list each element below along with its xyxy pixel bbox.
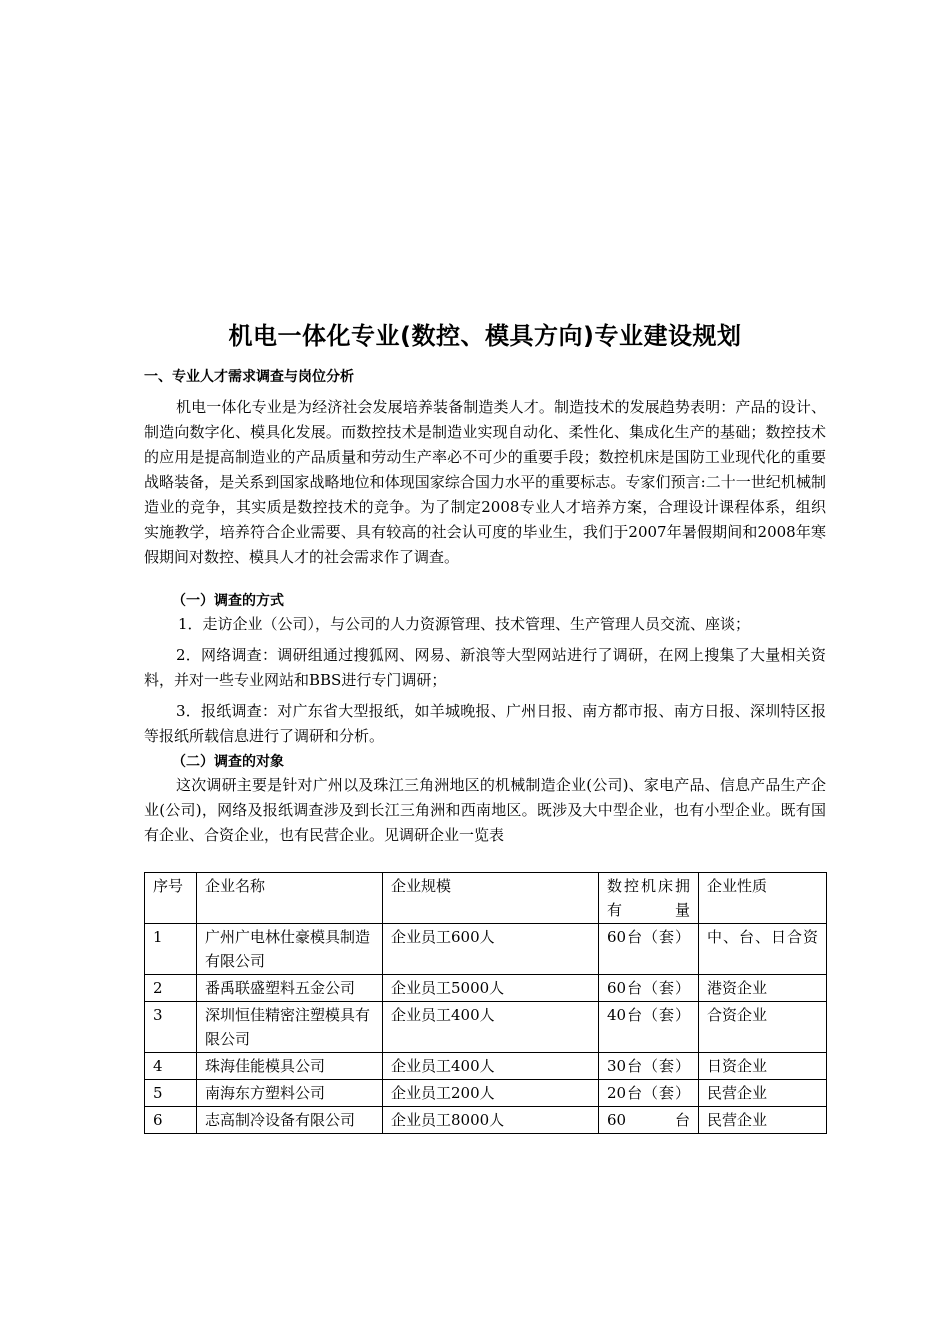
cell-no: 1 xyxy=(145,924,197,975)
cell-scale: 企业员工5000人 xyxy=(383,975,599,1002)
cell-machines: 60台 xyxy=(599,1107,699,1134)
table-row xyxy=(145,975,827,1002)
cell-machines: 30台（套） xyxy=(599,1053,699,1080)
cell-name: 志高制冷设备有限公司 xyxy=(197,1107,383,1134)
objects-paragraph: 这次调研主要是针对广州以及珠江三角洲地区的机械制造企业(公司)、家电产品、信息产品生产企业(公司)，网络及报纸调查涉及到长江三角洲和西南地区。既涉及大中型企业，也有小型企业。既有国有企业、合资企业，也有民营企业。见调研企业一览表 xyxy=(144,776,826,844)
header-no: 序号 xyxy=(145,873,197,924)
cell-machines: 60台（套） xyxy=(599,924,699,975)
header-scale: 企业规模 xyxy=(383,873,599,924)
table-row xyxy=(145,924,827,975)
cell-scale: 企业员工400人 xyxy=(383,1053,599,1080)
cell-name: 番禹联盛塑料五金公司 xyxy=(197,975,383,1002)
method-item-3: 3．报纸调查：对广东省大型报纸，如羊城晚报、广州日报、南方都市报、南方日报、深圳特区报等报纸所载信息进行了调研和分析。 xyxy=(144,702,826,745)
cell-no: 5 xyxy=(145,1080,197,1107)
section-heading-1: 一、专业人才需求调查与岗位分析 xyxy=(144,369,354,385)
survey-section xyxy=(144,590,826,848)
cell-nature: 合资企业 xyxy=(699,1002,827,1053)
cell-nature: 港资企业 xyxy=(699,975,827,1002)
cell-scale: 企业员工600人 xyxy=(383,924,599,975)
cell-nature: 中、台、日合资 xyxy=(699,924,827,975)
subheading-survey-method: （一）调查的方式 xyxy=(172,593,284,609)
subheading-survey-objects: （二）调查的对象 xyxy=(172,754,284,770)
cell-no: 6 xyxy=(145,1107,197,1134)
cell-nature: 日资企业 xyxy=(699,1053,827,1080)
cell-scale: 企业员工200人 xyxy=(383,1080,599,1107)
cell-name: 南海东方塑料公司 xyxy=(197,1080,383,1107)
cell-no: 3 xyxy=(145,1002,197,1053)
section-1-body xyxy=(144,395,826,570)
cell-no: 4 xyxy=(145,1053,197,1080)
table-row xyxy=(145,1002,827,1053)
header-nature: 企业性质 xyxy=(699,873,827,924)
method-item-1: 1．走访企业（公司），与公司的人力资源管理、技术管理、生产管理人员交流、座谈； xyxy=(178,615,751,633)
cell-no: 2 xyxy=(145,975,197,1002)
enterprise-table xyxy=(144,872,827,1134)
cell-name: 广州广电林仕豪模具制造有限公司 xyxy=(197,924,383,975)
cell-nature: 民营企业 xyxy=(699,1107,827,1134)
header-machines: 数控机床拥有量 xyxy=(599,873,699,924)
document-title: 机电一体化专业(数控、模具方向)专业建设规划 xyxy=(228,322,742,350)
cell-name: 深圳恒佳精密注塑模具有限公司 xyxy=(197,1002,383,1053)
cell-name: 珠海佳能模具公司 xyxy=(197,1053,383,1080)
header-name: 企业名称 xyxy=(197,873,383,924)
cell-scale: 企业员工400人 xyxy=(383,1002,599,1053)
cell-machines: 20台（套） xyxy=(599,1080,699,1107)
table-row xyxy=(145,1053,827,1080)
cell-nature: 民营企业 xyxy=(699,1080,827,1107)
table-row xyxy=(145,1107,827,1134)
method-item-2: 2．网络调查：调研组通过搜狐网、网易、新浪等大型网站进行了调研，在网上搜集了大量相关资料，并对一些专业网站和BBS进行专门调研； xyxy=(144,646,826,689)
cell-scale: 企业员工8000人 xyxy=(383,1107,599,1134)
cell-machines: 60台（套） xyxy=(599,975,699,1002)
table-row xyxy=(145,1080,827,1107)
cell-machines: 40台（套） xyxy=(599,1002,699,1053)
table-header-row xyxy=(145,873,827,924)
intro-paragraph: 机电一体化专业是为经济社会发展培养装备制造类人才。制造技术的发展趋势表明：产品的设计、制造向数字化、模具化发展。而数控技术是制造业实现自动化、柔性化、集成化生产的基础；数控技术的应用是提高制造业的产品质量和劳动生产率必不可少的重要手段；数控机床是国防工业现代化的重要战略装备，是关系到国家战略地位和体现国家综合国力水平的重要标志。专家们预言:二十一世纪机械制造业的竞争，其实质是数控技术的竞争。为了制定2008专业人才培养方案，合理设计课程体系，组织实施教学，培养符合企业需要、具有较高的社会认可度的毕业生，我们于2007年暑假期间和2008年寒假期间对数控、模具人才的社会需求作了调查。 xyxy=(144,398,826,566)
